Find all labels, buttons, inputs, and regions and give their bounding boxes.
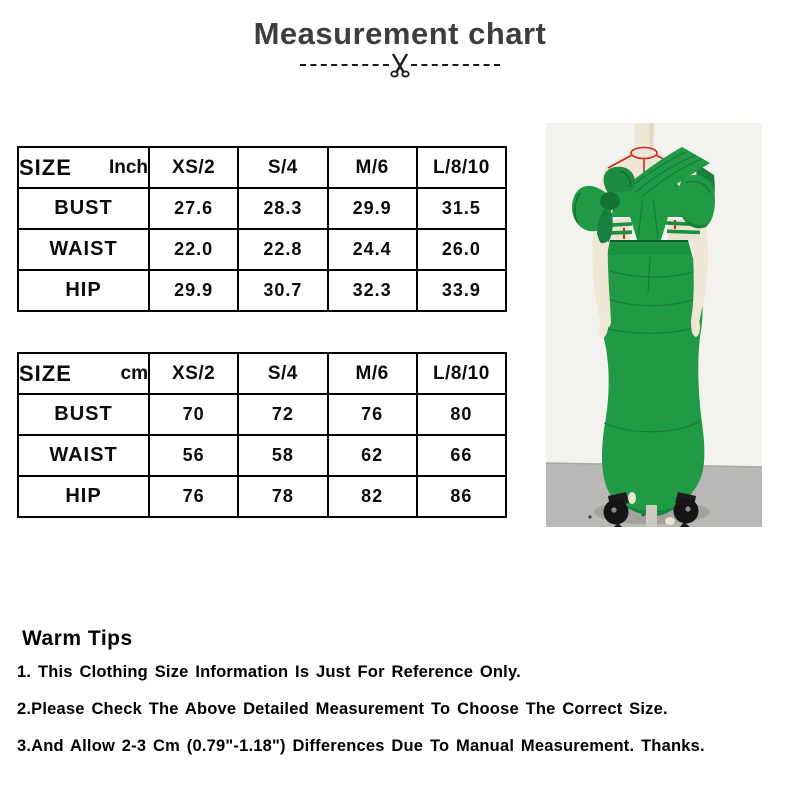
table-cell: 66 [417,435,506,476]
table-cell: 31.5 [417,188,506,229]
table-cell: 30.7 [238,270,327,311]
scissors-icon [387,52,413,78]
table-cell: 76 [149,476,238,517]
table-cell: 22.8 [238,229,327,270]
table-cell: 32.3 [328,270,417,311]
table-row [18,476,506,517]
dress-photo-illustration [546,123,762,527]
row-label: HIP [18,270,149,311]
table-cell: 62 [328,435,417,476]
warm-tip-2: 2.Please Check The Above Detailed Measurement To Choose The Correct Size. [17,700,668,718]
table-cell: 29.9 [149,270,238,311]
table-corner-cell [18,147,149,188]
unit-label: Inch [108,156,148,178]
cut-line-divider [300,52,500,78]
table-cell: 26.0 [417,229,506,270]
dashed-line-right [411,64,500,66]
row-label: WAIST [18,435,149,476]
row-label: BUST [18,188,149,229]
warm-tips-list [17,654,777,765]
warm-tips-heading: Warm Tips [22,627,133,650]
table-cell: 70 [149,394,238,435]
size-label: SIZE [19,360,72,386]
table-cell: 56 [149,435,238,476]
size-table-inch [17,146,507,312]
column-header: M/6 [328,353,417,394]
warm-tip-1: 1. This Clothing Size Information Is Just For Reference Only. [17,663,521,681]
row-label: HIP [18,476,149,517]
table-cell: 78 [238,476,327,517]
table-row [18,435,506,476]
column-header: M/6 [328,147,417,188]
table-row [18,394,506,435]
table-row [18,270,506,311]
stand-pole [646,505,657,527]
row-label: WAIST [18,229,149,270]
unit-label: cm [120,362,148,384]
table-cell: 76 [328,394,417,435]
column-header: XS/2 [149,353,238,394]
table-cell: 82 [328,476,417,517]
table-corner-cell [18,353,149,394]
table-cell: 29.9 [328,188,417,229]
product-photo [546,123,762,527]
table-cell: 27.6 [149,188,238,229]
dress-skirt [600,253,704,516]
column-header: L/8/10 [417,353,506,394]
table-cell: 22.0 [149,229,238,270]
table-cell: 72 [238,394,327,435]
table-cell: 86 [417,476,506,517]
table-cell: 80 [417,394,506,435]
table-cell: 58 [238,435,327,476]
table-cell: 24.4 [328,229,417,270]
warm-tip-3: 3.And Allow 2-3 Cm (0.79"-1.18") Differences Due To Manual Measurement. Thanks. [17,737,705,755]
page-title: Measurement chart [253,16,547,51]
table-row [18,229,506,270]
table-cell: 33.9 [417,270,506,311]
dress-waistband [607,240,692,255]
size-label: SIZE [19,154,72,180]
table-row [18,188,506,229]
dashed-line-left [300,64,389,66]
table-header-row [18,147,506,188]
column-header: L/8/10 [417,147,506,188]
column-header: S/4 [238,353,327,394]
column-header: S/4 [238,147,327,188]
column-header: XS/2 [149,147,238,188]
table-cell: 28.3 [238,188,327,229]
table-header-row [18,353,506,394]
row-label: BUST [18,394,149,435]
size-table-cm [17,352,507,518]
